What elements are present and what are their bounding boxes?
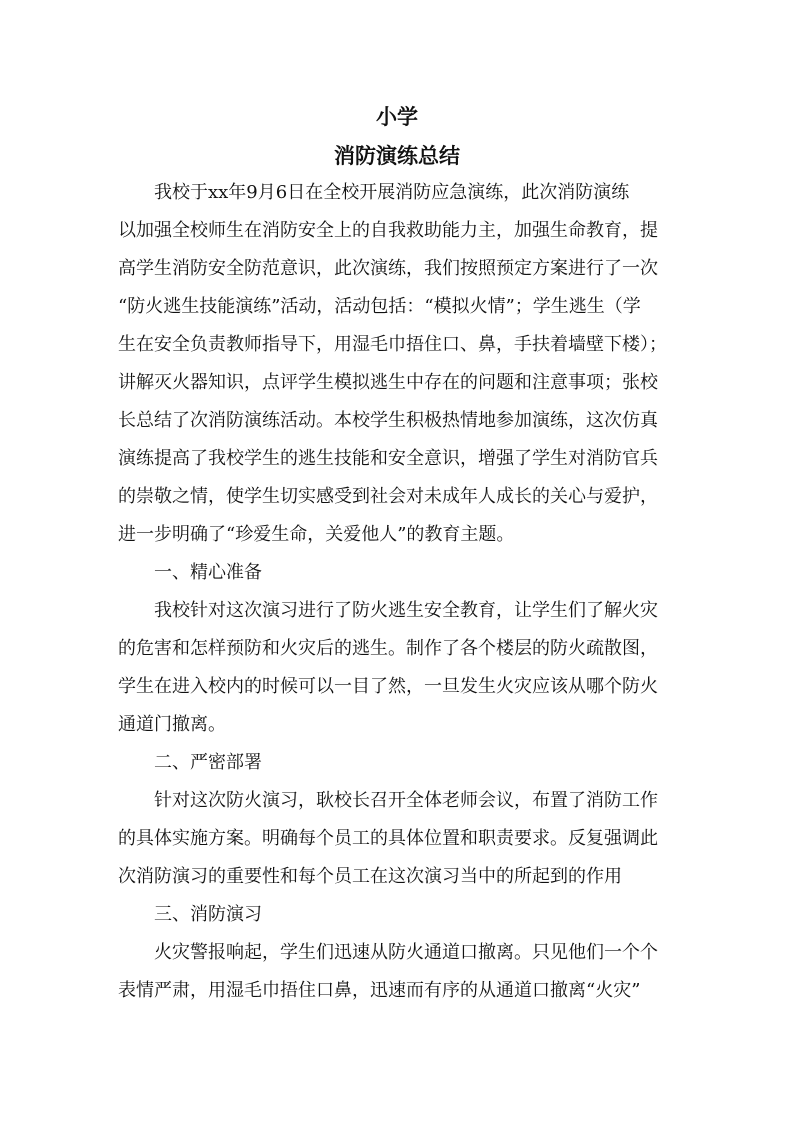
paragraph-line: 以加强全校师生在消防安全上的自我救助能力主，加强生命教育，提 <box>118 220 658 241</box>
paragraph-line: 的具体实施方案。明确每个员工的具体位置和职责要求。反复强调此 <box>118 828 658 849</box>
document-title-school: 小学 <box>376 104 418 129</box>
paragraph-line: 我校于xx年9月6日在全校开展消防应急演练，此次消防演练 <box>154 182 630 203</box>
paragraph-line: 学生在进入校内的时候可以一目了然，一旦发生火灾应该从哪个防火 <box>118 676 658 697</box>
paragraph-line: 表情严肃，用湿毛巾捂住口鼻，迅速而有序的从通道口撤离“火灾” <box>118 980 641 1001</box>
paragraph-line: 高学生消防安全防范意识，此次演练，我们按照预定方案进行了一次 <box>118 258 658 279</box>
paragraph-line: 通道门撤离。 <box>118 714 226 735</box>
paragraph-line: 针对这次防火演习，耿校长召开全体老师会议，布置了消防工作 <box>154 790 658 811</box>
paragraph-line: 讲解灭火器知识，点评学生模拟逃生中存在的问题和注意事项；张校 <box>118 372 658 393</box>
paragraph-line: 进一步明确了“珍爱生命，关爱他人”的教育主题。 <box>118 524 515 545</box>
paragraph-line: 火灾警报响起，学生们迅速从防火通道口撤离。只见他们一个个 <box>154 942 658 963</box>
paragraph-line: 的危害和怎样预防和火灾后的逃生。制作了各个楼层的防火疏散图， <box>118 638 658 659</box>
paragraph-line: 演练提高了我校学生的逃生技能和安全意识，增强了学生对消防官兵 <box>118 448 658 469</box>
paragraph-line: 我校针对这次演习进行了防火逃生安全教育，让学生们了解火灾 <box>154 600 658 621</box>
paragraph-line: 生在安全负责教师指导下，用湿毛巾捂住口、鼻，手扶着墙壁下楼）； <box>118 334 667 355</box>
section-heading: 一、精心准备 <box>154 562 262 583</box>
document-title: 消防演练总结 <box>334 143 460 168</box>
section-heading: 三、消防演习 <box>154 904 262 925</box>
paragraph-line: 长总结了次消防演练活动。本校学生积极热情地参加演练，这次仿真 <box>118 410 658 431</box>
section-heading: 二、严密部署 <box>154 752 262 773</box>
paragraph-line: 次消防演习的重要性和每个员工在这次演习当中的所起到的作用 <box>118 866 622 887</box>
paragraph-line: “防火逃生技能演练”活动，活动包括：“模拟火情”；学生逃生（学 <box>118 296 641 317</box>
paragraph-line: 的崇敬之情，使学生切实感受到社会对未成年人成长的关心与爱护， <box>118 486 658 507</box>
